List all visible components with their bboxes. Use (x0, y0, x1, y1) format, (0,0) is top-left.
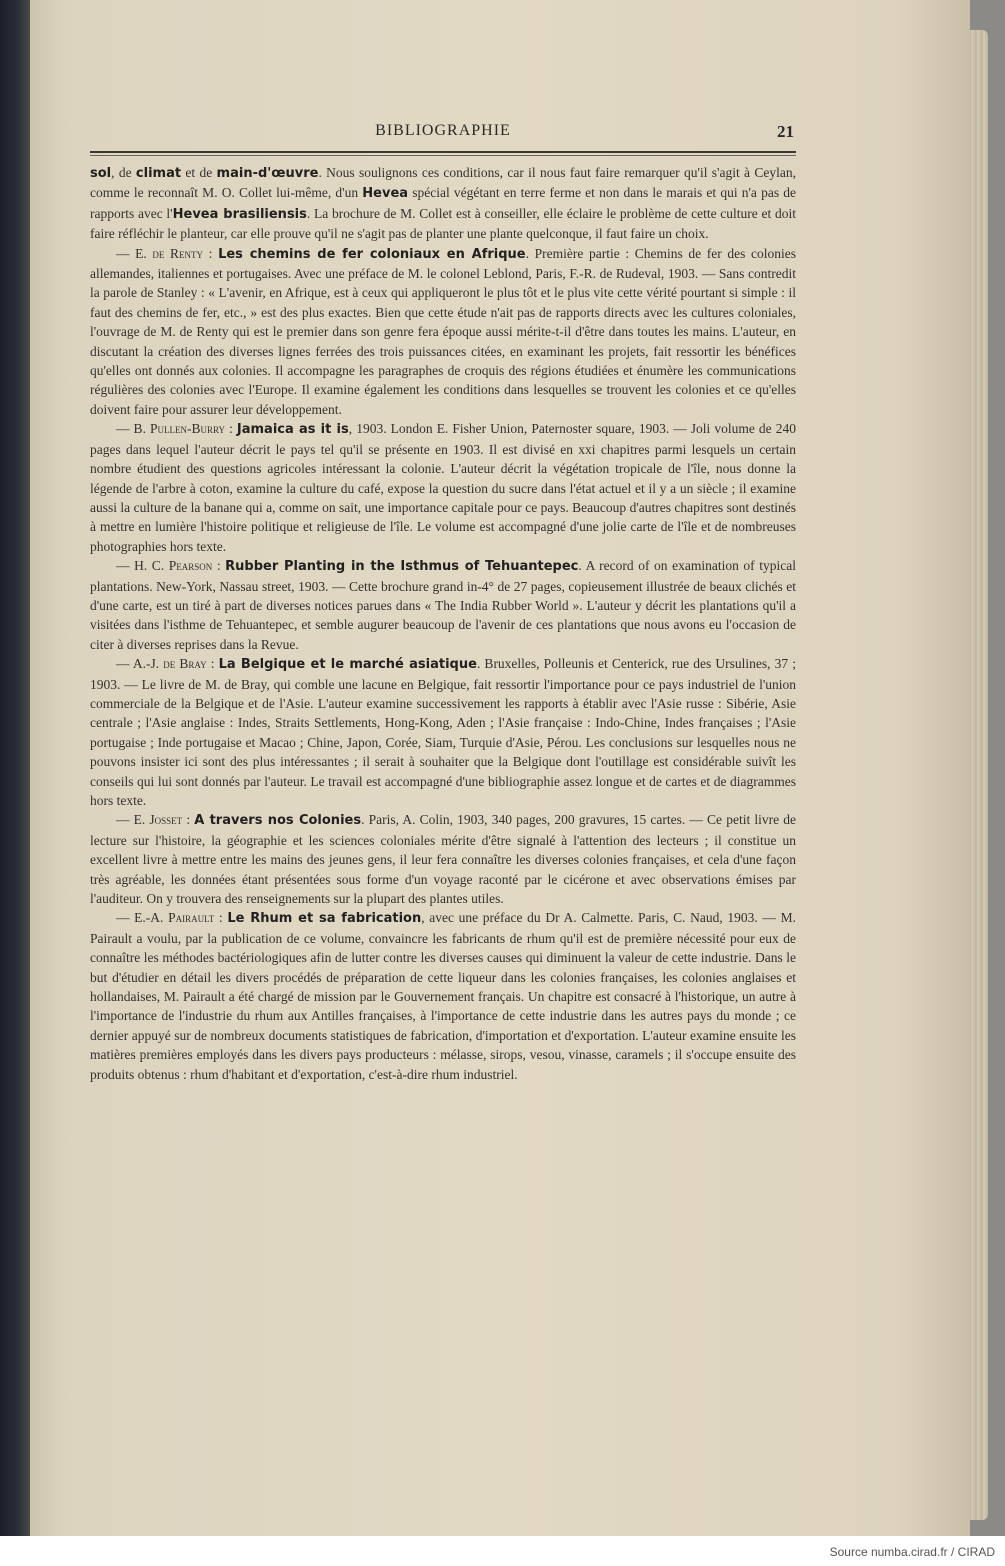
bibliography-entry (90, 654, 796, 810)
entry-lead: — B. (116, 421, 150, 437)
term-bold: Hevea brasiliensis (172, 206, 307, 222)
entry-author: de Bray (163, 656, 207, 672)
entry-author: Josset (149, 812, 183, 828)
body-text (90, 163, 796, 1084)
term-bold: main-d'œuvre (216, 166, 319, 181)
entry-author: Pearson (168, 558, 213, 574)
entry-title: A travers nos Colonies (194, 813, 362, 829)
entry-sep: : (206, 656, 219, 672)
entry-sep: : (225, 421, 237, 437)
page-number: 21 (777, 122, 794, 141)
term-bold: sol (90, 166, 112, 181)
entry-lead: — A.-J. (116, 656, 164, 672)
entry-text: , avec une préface du Dr A. Calmette. Paris, C. Naud, 1903. — M. Pairault a voulu, par la publication de ce volume, convaincre les fabricants de rhum qu'il est de première nécessité pour eux de connaître les méthodes bactériologiques afin de lutter contre les diverses causes qui diminuent la valeur de cette industrie. Dans le but d'étudier en détail les divers procédés de préparation de cette liqueur dans les colonies françaises, les colonies anglaises et hollandaises, M. Pairault a été chargé de mission par le Gouvernement français. Un chapitre est consacré à l'historique, un autre à l'importance de l'industrie du rhum aux Antilles françaises, à l'importance de cette industrie dans les autres pays du monde ; ce dernier appuyé sur de nombreux documents statistiques de fabrication, d'importation et d'exportation. L'auteur examine ensuite les matières premières employés dans les divers pays producteurs : mélasse, sirops, vesou, vinasse, caramels ; il s'occupe ensuite des produits obtenus : rhum d'habitant et d'exportation, c'est-à-dire rhum industriel. (90, 910, 796, 1082)
entry-sep: : (212, 558, 226, 574)
bibliography-entry (90, 556, 796, 654)
header-rule (90, 151, 796, 153)
entry-author: Pairault (168, 910, 215, 926)
entry-lead: — E. (116, 245, 153, 261)
term-bold: climat (135, 166, 182, 181)
entry-lead: — E.-A. (116, 910, 169, 926)
text-run: . Nous soulignons ces conditions, car il nous faut faire remarquer qu'il s'agit à Ceylan, comme le reconnaît M. O. Collet lui-même, d'un (90, 165, 796, 201)
text-run: spécial végétant en terre ferme et non dans le marais et qui n'a pas de rapports avec l' (90, 185, 796, 221)
entry-author: Pullen-Burry (150, 421, 226, 437)
term-bold: Hevea (362, 186, 409, 202)
bibliography-entry (90, 419, 796, 556)
intro-paragraph (90, 163, 796, 244)
entry-author: de Renty (152, 245, 204, 261)
entry-title: Les chemins de fer coloniaux en Afrique (218, 246, 526, 262)
entry-title: Rubber Planting in the Isthmus of Tehuantepec (225, 559, 579, 575)
source-credit: Source numba.cirad.fr / CIRAD (829, 1545, 995, 1559)
entry-title: Jamaica as it is (236, 422, 349, 438)
entry-sep: : (214, 910, 228, 926)
entry-text: , 1903. London E. Fisher Union, Paternoster square, 1903. — Joli volume de 240 pages dans lequel l'auteur décrit le pays tel qu'il se présente en 1903. Il est divisé en xxi chapitres parmi lesquels un certain nombre étudient des questions agricoles intéressant la colonie. L'auteur décrit la végétation tropicale de l'île, nous donne la légende de l'arbre à coton, examine la culture du café, expose la question du sucre dans l'état actuel et il y a un siècle ; il examine aussi la culture de la banane qui a, comme on sait, une importance capitale pour ce pays. Beaucoup d'autres chapitres sont destinés à mettre en lumière l'histoire politique et religieuse de l'île. Le volume est accompagné d'une jolie carte de l'île et de nombreuses photographies hors texte. (90, 421, 796, 554)
text-run: et de (181, 165, 217, 180)
entry-text: . Bruxelles, Polleunis et Centerick, rue des Ursulines, 37 ; 1903. — Le livre de M. de Bray, qui comble une lacune en Belgique, fait ressortir l'importance pour ce pays industriel de l'union commerciale de la Belgique et de l'Asie. L'auteur examine successivement les rapports à établir avec l'Asie russe : Sibérie, Asie centrale ; l'Asie anglaise : Indes, Straits Settlements, Hong-Kong, Aden ; l'Asie française : Indo-Chine, Indes françaises ; l'Asie portugaise ; Inde portugaise et Macao ; Chine, Japon, Corée, Siam, Turquie d'Asie, Pérou. Les conclusions sur lesquelles nous ne pouvons insister ici sont des plus intéressantes ; il serait à souhaiter que la Belgique dont l'outillage est considérable suivît les conseils qui lui sont donnés par l'auteur. Le travail est accompagné d'une bibliographie assez longue et de cartes et de diagrammes hors texte. (90, 656, 796, 808)
book-binding (0, 0, 30, 1536)
text-run: , de (111, 165, 136, 180)
bibliography-entry (90, 244, 796, 420)
entry-text: . Paris, A. Colin, 1903, 340 pages, 200 gravures, 15 cartes. — Ce petit livre de lecture sur l'histoire, la géographie et les sciences coloniales mérite d'être signalé à l'attention des lecteurs ; il constitue un excellent livre à mettre entre les mains des jeunes gens, il leur fera connaître les diverses colonies françaises, et cela d'une façon très agréable, les données étant présentées sous forme d'un voyage raconté par le cicérone et avec observations émises par l'auditeur. On y trouvera des renseignements sur la plupart des plantes utiles. (90, 812, 796, 907)
bibliography-entry (90, 810, 796, 908)
running-head-title: BIBLIOGRAPHIE (375, 122, 511, 139)
entry-lead: — H. C. (116, 558, 169, 574)
entry-sep: : (203, 245, 219, 261)
entry-text: . A record of on examination of typical plantations. New-York, Nassau street, 1903. — Cette brochure grand in-4° de 27 pages, copieusement illustrée de beaux clichés et d'une carte, est un tiré à part de diverses notices parues dans « The India Rubber World ». L'auteur y décrit les plantations qu'il a visitées dans l'isthme de Tehuantepec, et semble augurer beaucoup de l'avenir de ces plantations que nous avons eu l'occasion de citer à diverses reprises dans la Revue. (90, 558, 796, 652)
bibliography-entry (90, 908, 796, 1084)
text-run: . La brochure de M. Collet est à conseiller, elle éclaire le problème de cette culture et doit faire réfléchir le planteur, car elle prouve qu'il ne s'agit pas de planter une plante quelconque, il faut faire un choix. (90, 205, 796, 242)
entry-text: . Première partie : Chemins de fer des colonies allemandes, italiennes et portugaises. Avec une préface de M. le colonel Leblond, Paris, F.-R. de Rudeval, 1903. — Sans contredit la parole de Stanley : « L'avenir, en Afrique, est à ceux qui appliqueront le plus tôt et le plus vite cette vérité pourtant si simple : il faut des chemins de fer, etc., » est des plus exactes. Bien que cette étude n'ait pas de rapports directs avec les cultures coloniales, l'ouvrage de M. de Renty qui est le premier dans son genre fera époque aussi mérite-t-il d'être dans toutes les mains. L'auteur, en discutant la création des diverses lignes ferrées des trois puissances citées, en examinant les projets, fait ressortir les bénéfices qu'elles ont donnés aux colonies. Il accompagne les paragraphes de croquis des régions étudiées et énumère les communications régulières des colonies avec l'Europe. Il examine également les conditions dans lesquelles se trouvent les colonies et ce qu'elles doivent faire pour assurer leur développement. (90, 245, 796, 417)
entry-title: Le Rhum et sa fabrication (227, 911, 422, 927)
entry-lead: — E. (116, 812, 150, 828)
running-head (90, 122, 796, 152)
entry-title: La Belgique et le marché asiatique (218, 657, 477, 673)
header-rule-thin (90, 155, 796, 156)
entry-sep: : (182, 812, 195, 828)
